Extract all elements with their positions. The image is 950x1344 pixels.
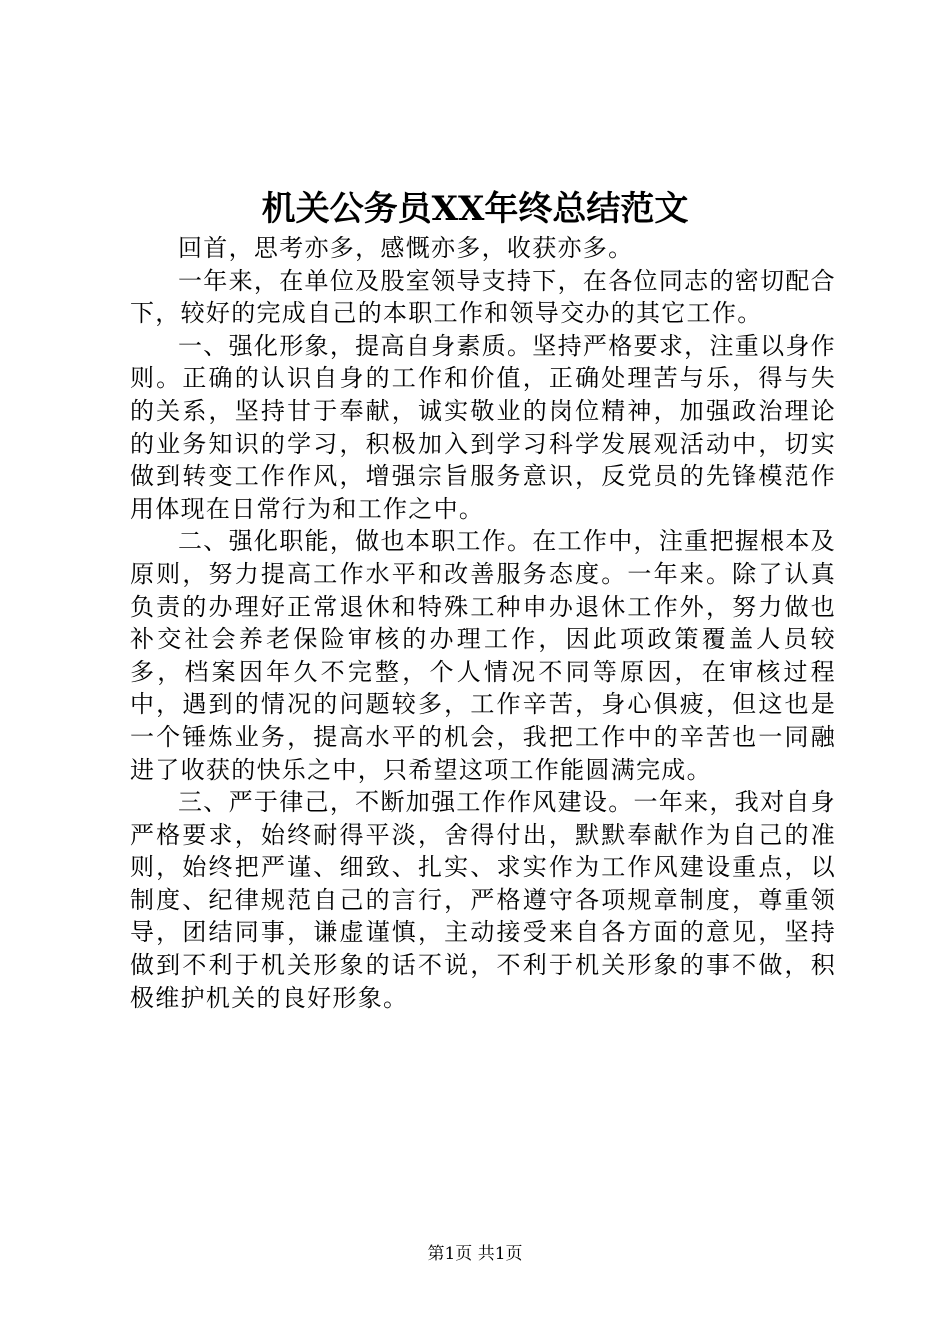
- paragraph-section-one: 一、强化形象，提高自身素质。坚持严格要求，注重以身作则。正确的认识自身的工作和价值，正确处理苦与乐，得与失的关系，坚持甘于奉献，诚实敬业的岗位精神，加强政治理论的业务知识的学习，积极加入到学习科学发展观活动中，切实做到转变工作作风，增强宗旨服务意识，反党员的先锋模范作用体现在日常行为和工作之中。: [130, 331, 836, 523]
- paragraph-overview: 一年来，在单位及股室领导支持下，在各位同志的密切配合下，较好的完成自己的本职工作和领导交办的其它工作。: [130, 266, 836, 328]
- paragraph-section-two: 二、强化职能，做也本职工作。在工作中，注重把握根本及原则，努力提高工作水平和改善服务态度。一年来。除了认真负责的办理好正常退休和特殊工种申办退休工作外，努力做也补交社会养老保险审核的办理工作，因此项政策覆盖人员较多，档案因年久不完整，个人情况不同等原因，在审核过程中，遇到的情况的问题较多，工作辛苦，身心俱疲，但这也是一个锤炼业务，提高水平的机会，我把工作中的辛苦也一同融进了收获的快乐之中，只希望这项工作能圆满完成。: [130, 527, 836, 784]
- document-title: 机关公务员XX年终总结范文: [261, 189, 689, 229]
- document-body: [130, 232, 836, 1014]
- page-number-footer: 第1页 共1页: [427, 1244, 523, 1264]
- paragraph-intro: 回首，思考亦多，感慨亦多，收获亦多。: [178, 234, 634, 262]
- paragraph-section-three: 三、严于律己，不断加强工作作风建设。一年来，我对自身严格要求，始终耐得平淡，舍得付出，默默奉献作为自己的准则，始终把严谨、细致、扎实、求实作为工作风建设重点，以制度、纪律规范自己的言行，严格遵守各项规章制度，尊重领导，团结同事，谦虚谨慎，主动接受来自各方面的意见，坚持做到不利于机关形象的话不说，不利于机关形象的事不做，积极维护机关的良好形象。: [130, 788, 836, 1012]
